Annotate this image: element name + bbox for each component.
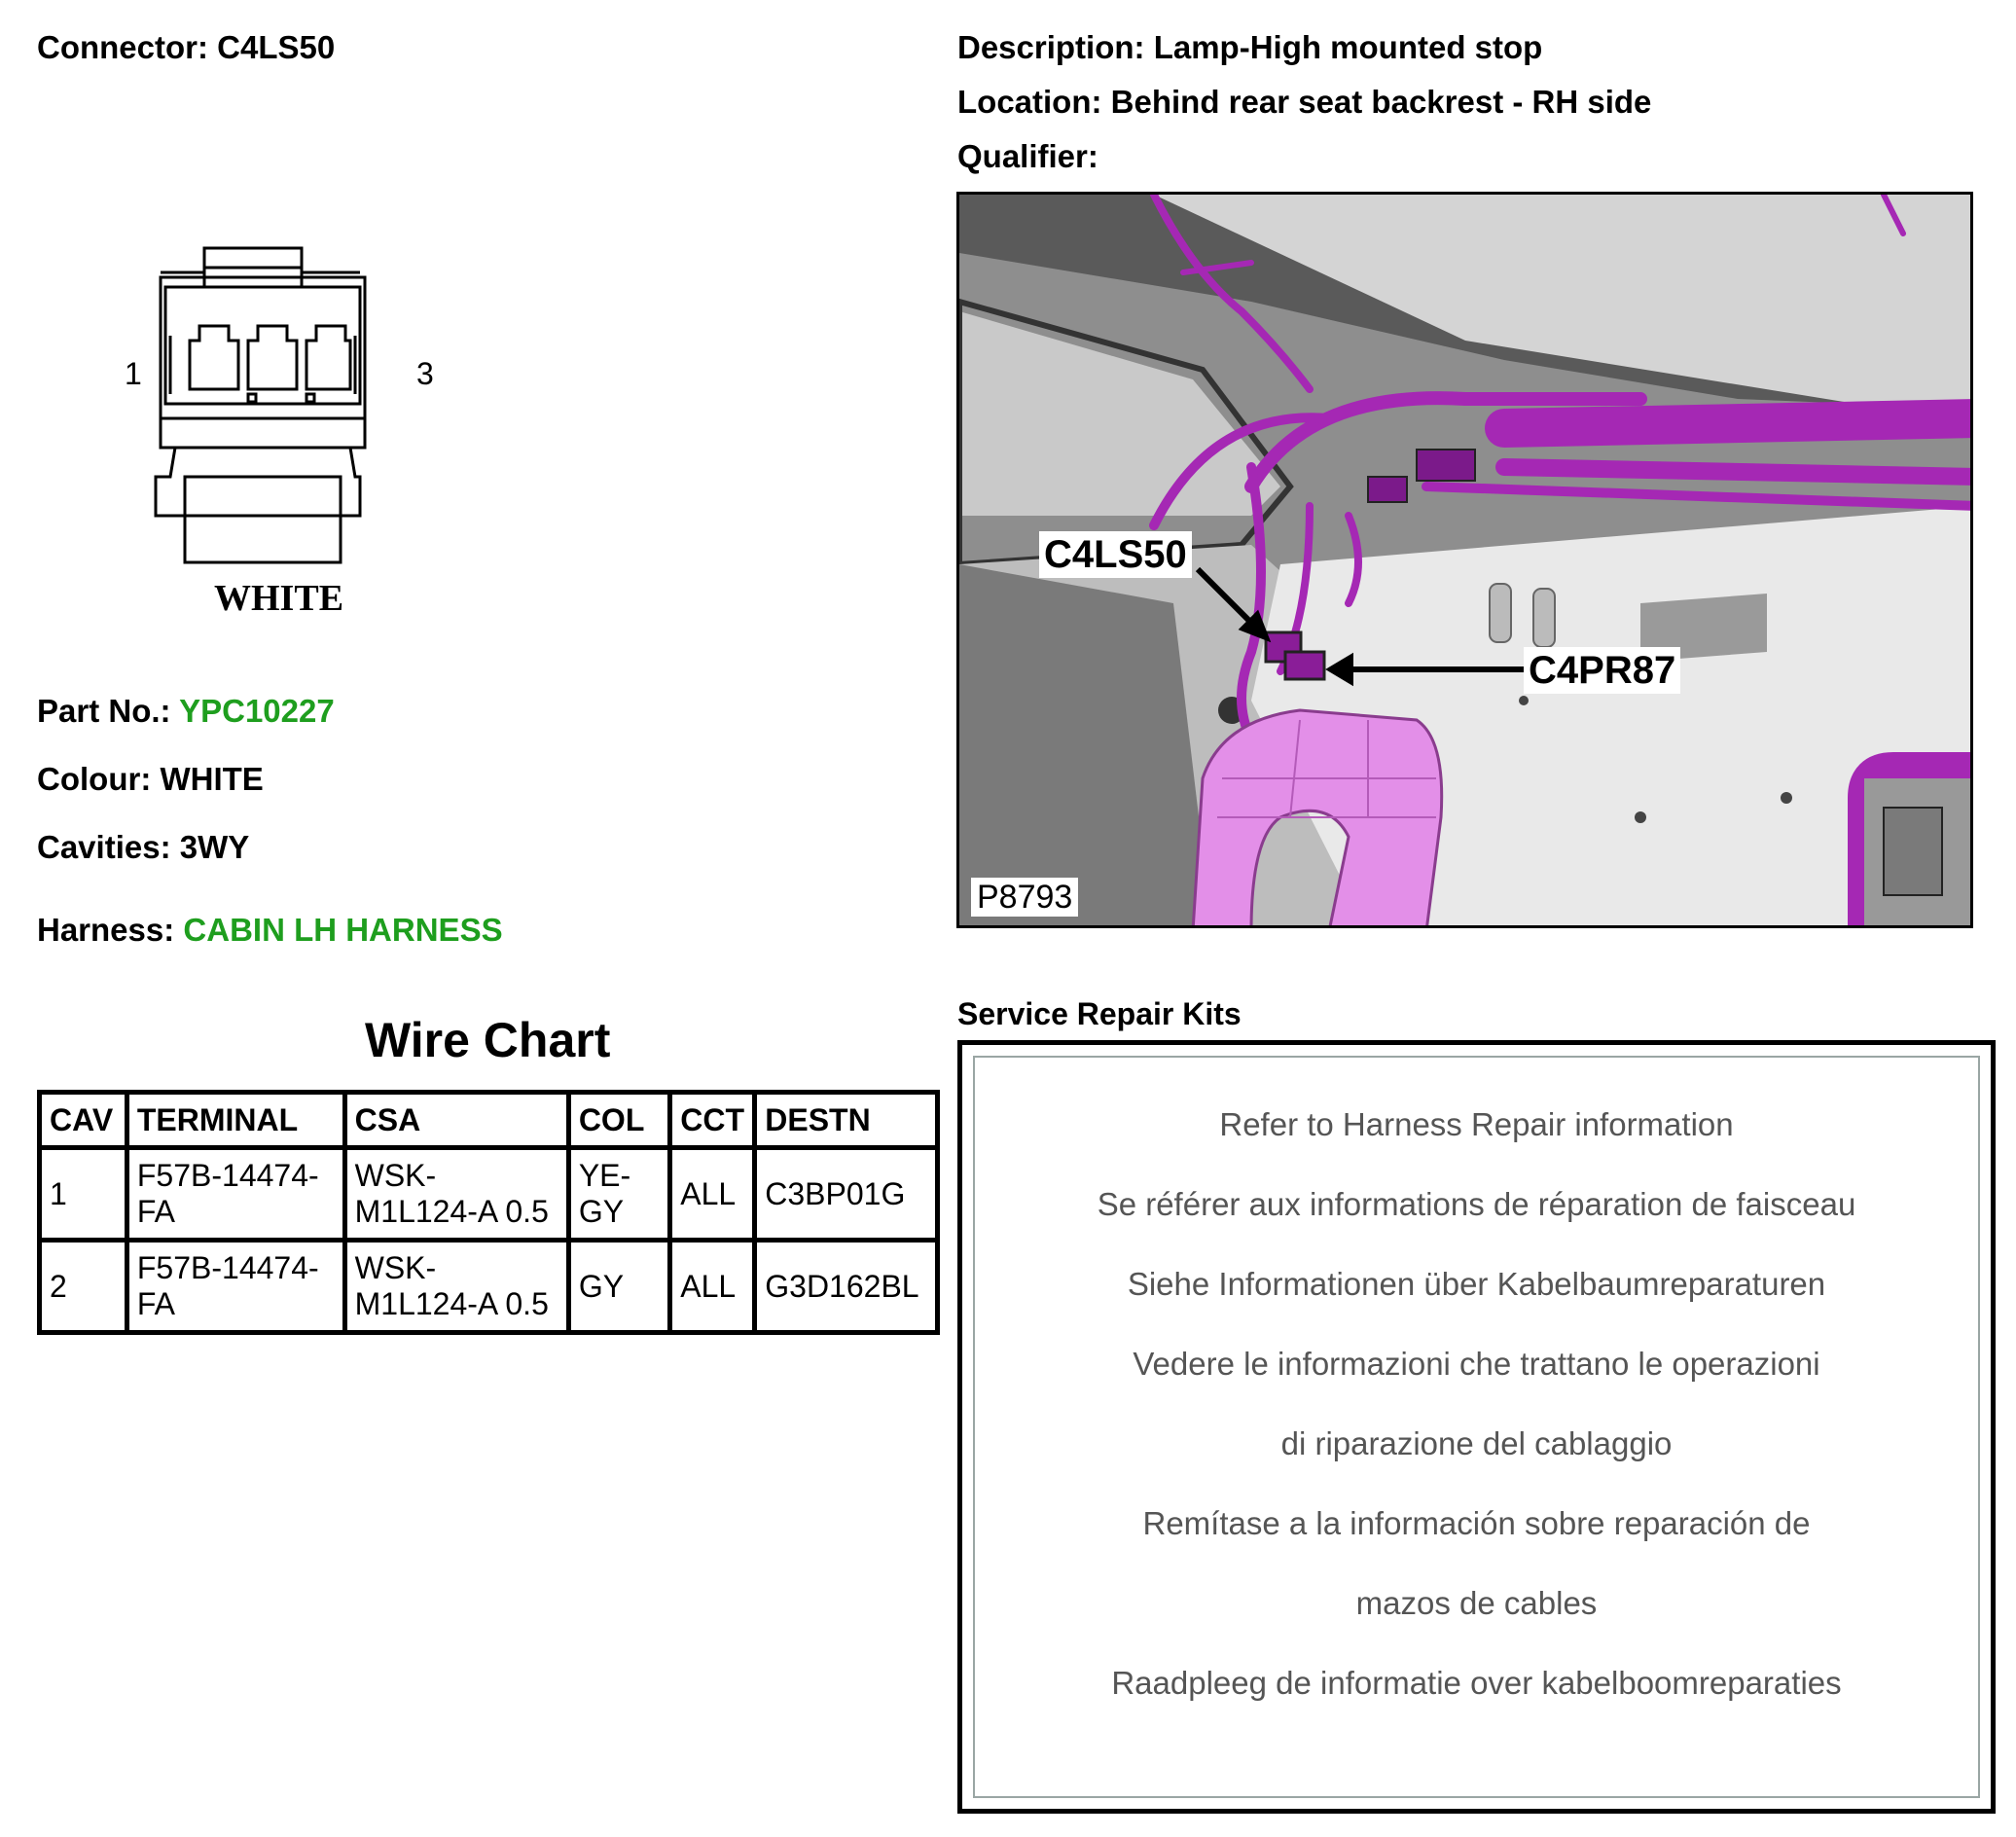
terminal-line-2: FA [136, 1194, 175, 1229]
table-row [40, 1241, 938, 1333]
service-repair-title: Service Repair Kits [957, 996, 1242, 1031]
terminal-cell [126, 1241, 344, 1333]
repair-line: Refer to Harness Repair information [1219, 1106, 1734, 1142]
cavities-value: 3WY [179, 829, 250, 865]
wire-chart-header-row [40, 1093, 938, 1148]
terminal-line-2: FA [136, 1286, 175, 1321]
repair-line: mazos de cables [1355, 1585, 1598, 1621]
cav-cell: 2 [40, 1241, 127, 1333]
connector-value: C4LS50 [217, 29, 336, 65]
location-label: Location: [957, 84, 1102, 120]
cct-cell: ALL [670, 1148, 755, 1241]
header-terminal: TERMINAL [126, 1093, 344, 1148]
description-info [957, 29, 1542, 66]
wire-chart-title: Wire Chart [365, 1013, 611, 1067]
csa-line-2: M1L124-A 0.5 [354, 1194, 549, 1229]
col-line-2: GY [578, 1194, 625, 1229]
connector-info [37, 29, 335, 66]
service-repair-box [957, 1040, 1996, 1814]
part-no-info [37, 693, 335, 730]
col-cell: GY [568, 1241, 669, 1333]
repair-line: Raadpleeg de informatie over kabelboomreparaties [1111, 1665, 1842, 1701]
header-cav: CAV [40, 1093, 127, 1148]
description-label: Description: [957, 29, 1145, 65]
csa-line-1: WSK- [354, 1158, 437, 1193]
csa-line-1: WSK- [354, 1250, 437, 1285]
col-line-1: YE- [578, 1158, 631, 1193]
colour-label: Colour: [37, 761, 152, 797]
photo-reference: P8793 [971, 878, 1078, 917]
harness-info [37, 912, 503, 949]
cct-cell: ALL [670, 1241, 755, 1333]
destn-cell: G3D162BL [755, 1241, 938, 1333]
cav-cell: 1 [40, 1148, 127, 1241]
repair-line: Siehe Informationen über Kabelbaumreparaturen [1127, 1266, 1826, 1302]
destn-cell: C3BP01G [755, 1148, 938, 1241]
wire-chart-table [37, 1090, 940, 1335]
callout-c4ls50: C4LS50 [1039, 531, 1192, 578]
repair-line: Remítase a la información sobre reparación de [1142, 1505, 1811, 1541]
repair-line: Vedere le informazioni che trattano le operazioni [1133, 1346, 1820, 1382]
repair-line: Se référer aux informations de réparation de faisceau [1097, 1186, 1856, 1222]
terminal-cell [126, 1148, 344, 1241]
location-info [957, 84, 1651, 121]
cavities-info [37, 829, 249, 866]
colour-value: WHITE [160, 761, 264, 797]
qualifier-label: Qualifier: [957, 138, 1098, 174]
csa-cell [344, 1148, 568, 1241]
callout-c4pr87: C4PR87 [1524, 647, 1680, 694]
qualifier-info [957, 138, 1098, 175]
col-cell [568, 1148, 669, 1241]
part-no-label: Part No.: [37, 693, 171, 729]
header-destn: DESTN [755, 1093, 938, 1148]
table-row [40, 1148, 938, 1241]
service-repair-inner [973, 1056, 1980, 1798]
csa-line-2: M1L124-A 0.5 [354, 1286, 549, 1321]
harness-label: Harness: [37, 912, 175, 948]
location-value: Behind rear seat backrest - RH side [1110, 84, 1652, 120]
part-no-value[interactable]: YPC10227 [179, 693, 335, 729]
pin-3-label: 3 [416, 356, 434, 391]
location-photo [956, 192, 1973, 928]
harness-value[interactable]: CABIN LH HARNESS [183, 912, 503, 948]
terminal-line-1: F57B-14474- [136, 1250, 319, 1285]
csa-cell [344, 1241, 568, 1333]
colour-info [37, 761, 264, 798]
connector-diagram [117, 238, 467, 628]
cavities-label: Cavities: [37, 829, 171, 865]
header-cct: CCT [670, 1093, 755, 1148]
pin-1-label: 1 [125, 356, 142, 391]
connector-colour-caption: WHITE [214, 578, 344, 619]
terminal-line-1: F57B-14474- [136, 1158, 319, 1193]
repair-line: di riparazione del cablaggio [1280, 1425, 1673, 1461]
header-col: COL [568, 1093, 669, 1148]
connector-label: Connector: [37, 29, 208, 65]
header-csa: CSA [344, 1093, 568, 1148]
description-value: Lamp-High mounted stop [1153, 29, 1543, 65]
